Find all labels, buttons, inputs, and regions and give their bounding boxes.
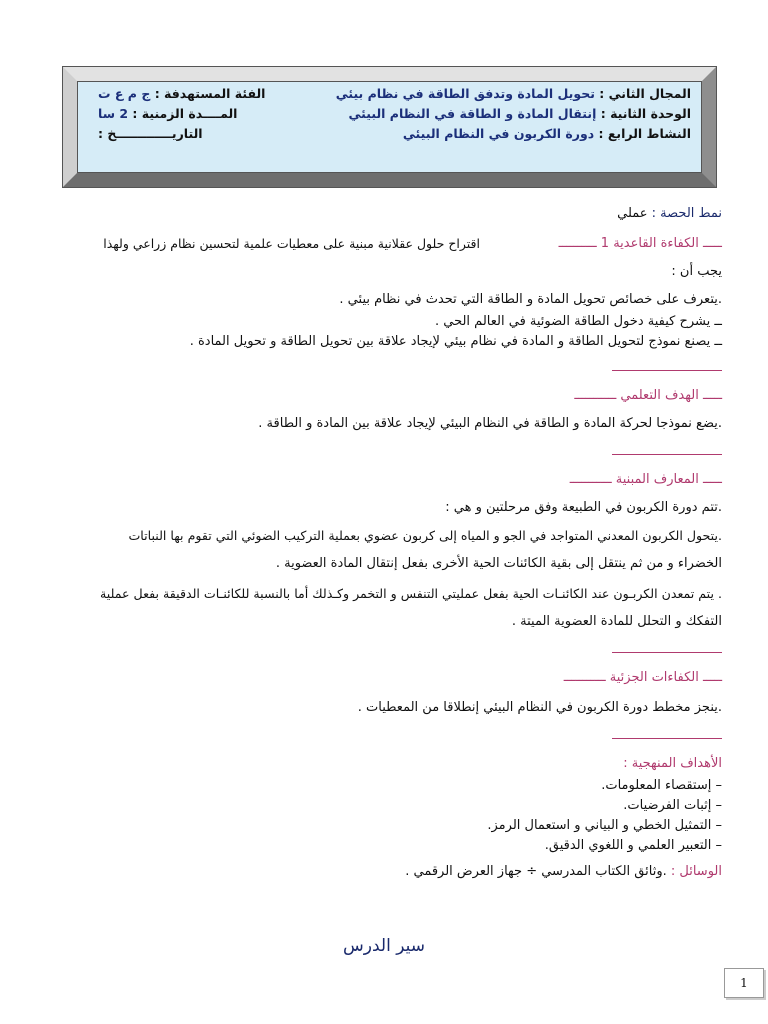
header-row-domain: المجال الثاني : تحويل المادة وتدفق الطاقة في نظام بيئي الفئة المستهدفة : ج م ع ت [98, 86, 691, 101]
partial-competencies-text: .ينجز مخطط دورة الكربون في النظام البيئي إنطلاقا من المعطيات . [357, 700, 722, 715]
page-number: 1 [724, 968, 764, 998]
method-goal-item: – إستقصاء المعلومات. [601, 778, 722, 793]
divider [612, 454, 722, 455]
divider [612, 652, 722, 653]
base-competency-text: اقتراح حلول عقلانية مبنية على معطيات علمية لتحسين نظام زراعي ولهذا [103, 236, 480, 251]
partial-competencies-label: ـــــ الكفاءات الجزئية ـــــــــــ [563, 670, 722, 685]
header-frame [62, 66, 717, 188]
objective-1: .يتعرف على خصائص تحويل المادة و الطاقة التي تحدث في نظام بيئي . [339, 292, 722, 307]
knowledge-line-2: .يتحول الكربون المعدني المتواجد في الجو و المياه إلى كربون عضوي بعملية التركيب الضوئي التي تقوم بها النباتات [128, 528, 722, 543]
method-goal-item: – إثبات الفرضيات. [623, 798, 722, 813]
knowledge-line-3: الخضراء و من ثم ينتقل إلى بقية الكائنات الحية الأخرى بفعل إنتقال المادة العضوية . [275, 556, 722, 571]
knowledge-line-1: .تتم دورة الكربون في الطبيعة وفق مرحلتين و هي : [445, 500, 722, 515]
header-panel [77, 81, 702, 173]
lesson-title: سير الدرس [343, 936, 425, 956]
knowledge-line-4: . يتم تمعدن الكربـون عند الكائنـات الحية بفعل عمليتي التنفس و التخمر وكـذلك أما بالنسبة للكائنـات الدقيقة بفعل عملية [100, 586, 722, 601]
knowledge-label: ـــــ المعارف المبنية ـــــــــــ [569, 472, 722, 487]
objective-2: ــ يشرح كيفية دخول الطاقة الضوئية في العالم الحي . [434, 314, 722, 329]
method-goals-label: الأهداف المنهجية : [623, 756, 722, 771]
learning-goal-label: ـــــ الهدف التعلمي ـــــــــــ [574, 388, 722, 403]
knowledge-line-5: التفكك و التحلل للمادة العضوية الميتة . [511, 614, 722, 629]
objective-3: ــ يصنع نموذج لتحويل الطاقة و المادة في نظام بيئي لإيجاد علاقة بين تحويل الطاقة و تحويل المادة . [189, 334, 722, 349]
divider [612, 370, 722, 371]
method-goal-item: – التمثيل الخطي و البياني و استعمال الرمز. [487, 818, 722, 833]
divider [612, 738, 722, 739]
session-type: نمط الحصة : عملي [617, 206, 722, 221]
must-label: يجب أن : [671, 264, 722, 279]
header-row-unit: الوحدة الثانية : إنتقال المادة و الطاقة في النظام البيئي المــــدة الزمنية : 2 سا [98, 106, 691, 121]
method-goal-item: – التعبير العلمي و اللغوي الدقيق. [544, 838, 722, 853]
learning-goal-text: .يضع نموذجا لحركة المادة و الطاقة في النظام البيئي لإيجاد علاقة بين المادة و الطاقة . [258, 416, 722, 431]
base-competency-label: ـــــ الكفاءة القاعدية 1 ــــــــــ [558, 236, 722, 251]
means: الوسائل : .وثائق الكتاب المدرسي ÷ جهاز العرض الرقمي . [405, 864, 722, 879]
header-row-activity: النشاط الرابع : دورة الكربون في النظام البيئي التاريـــــــــــــخ : [98, 126, 691, 141]
